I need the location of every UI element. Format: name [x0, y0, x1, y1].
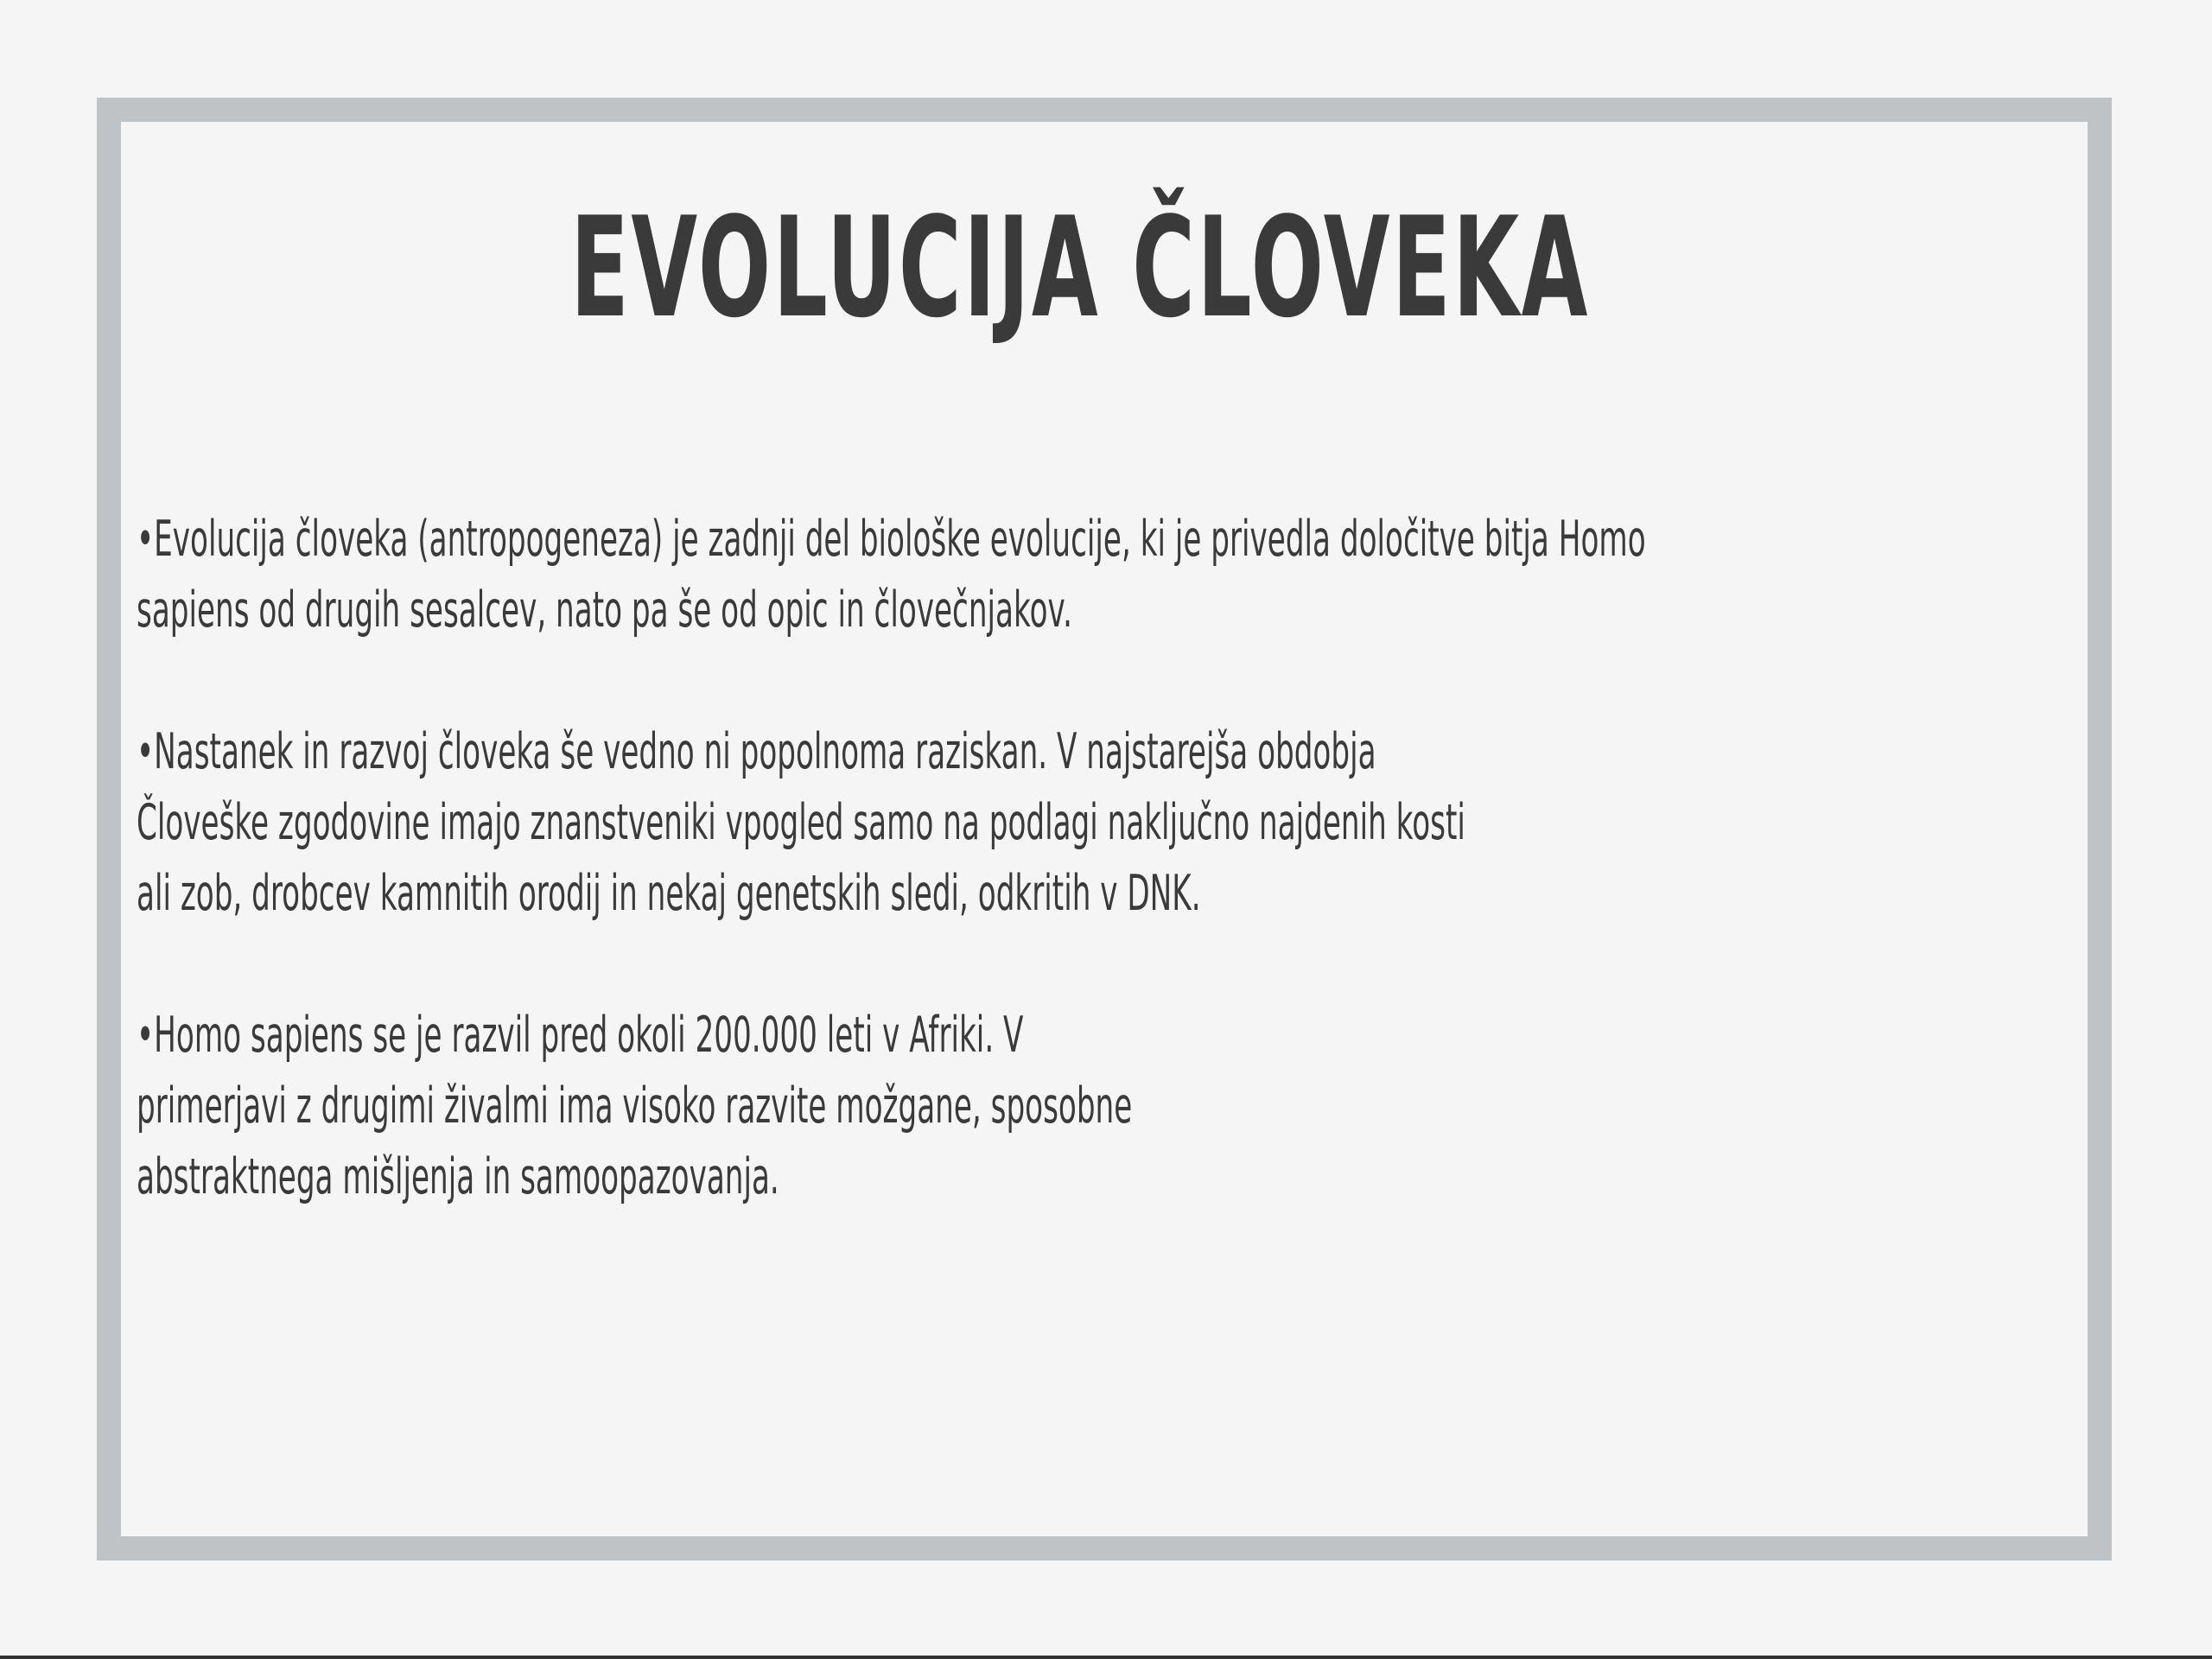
text-line: •Homo sapiens se je razvil pred okoli 200.000 leti v Afriki. V [137, 1007, 1024, 1064]
bottom-divider [0, 1656, 2212, 1659]
text-line: sapiens od drugih sesalcev, nato pa še od opic in človečnjakov. [137, 582, 1072, 639]
text-line: •Nastanek in razvoj človeka še vedno ni popolnoma raziskan. V najstarejša obdobja [137, 723, 1376, 780]
paragraph-homo-sapiens [137, 1000, 2107, 1212]
paragraph-nastanek [137, 716, 2107, 929]
text-line: ali zob, drobcev kamnitih orodij in nekaj genetskih sledi, odkritih v DNK. [137, 865, 1201, 922]
slide-title: EVOLUCIJA ČLOVEKA [570, 187, 1590, 348]
text-line: primerjavi z drugimi živalmi ima visoko razvite možgane, sposobne [137, 1077, 1133, 1135]
text-line: abstraktnega mišljenja in samoopazovanja. [137, 1148, 779, 1205]
text-line: Človeške zgodovine imajo znanstveniki vpogled samo na podlagi naključno najdenih kosti [137, 794, 1465, 851]
paragraph-antropogeneza [137, 504, 2107, 645]
slide-body [137, 504, 2107, 1283]
text-line: •Evolucija človeka (antropogeneza) je zadnji del biološke evolucije, ki je privedla določitve bitja Homo [137, 511, 1646, 568]
